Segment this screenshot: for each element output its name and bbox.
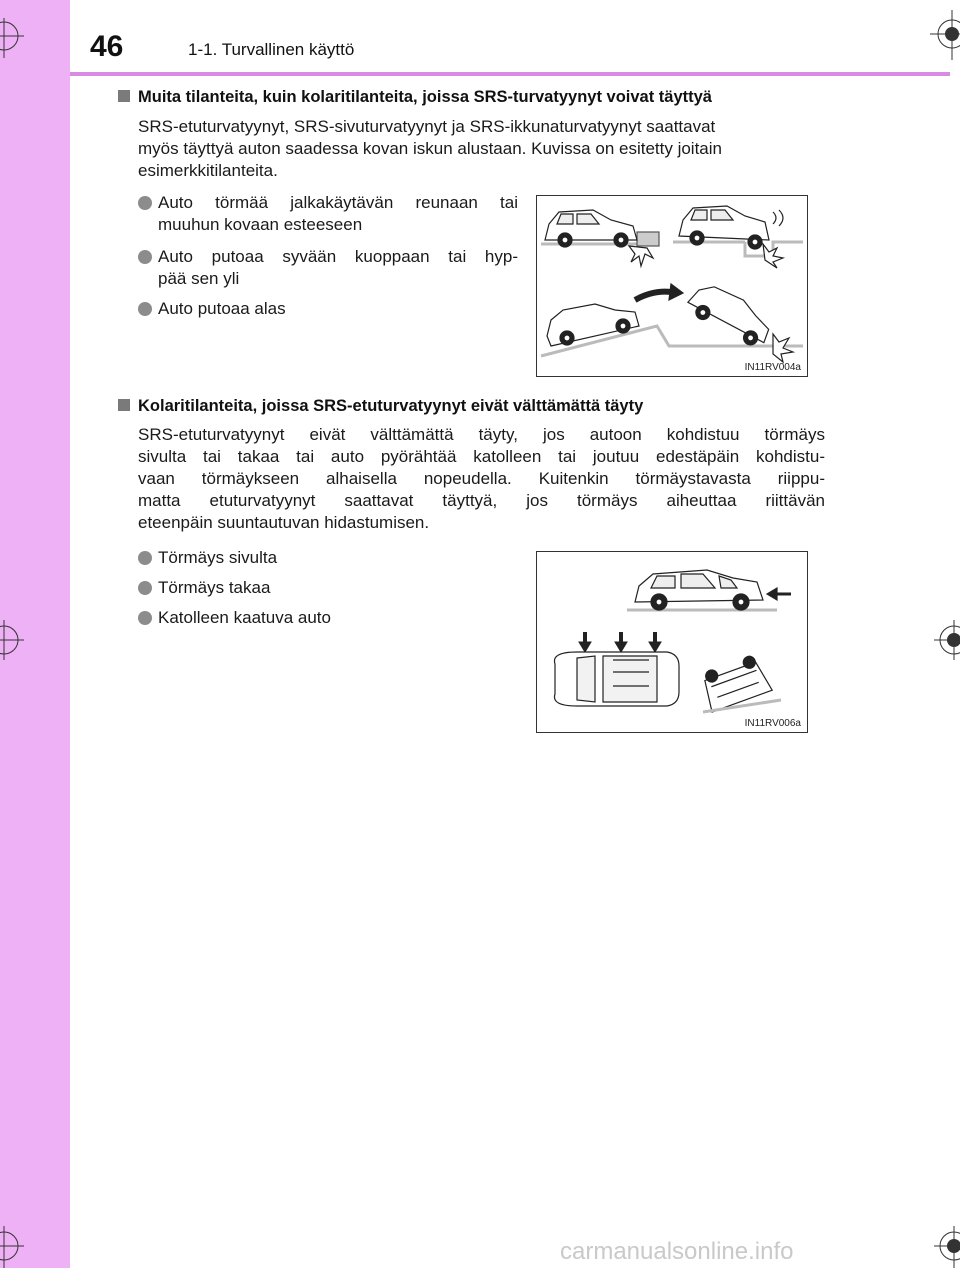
paragraph-line: SRS-etuturvatyynyt, SRS-sivuturvatyynyt ja SRS-ikkunaturvatyynyt saattavat xyxy=(138,117,716,136)
figure-non-deploy-collisions xyxy=(536,551,808,733)
bullet-line: Katolleen kaatuva auto xyxy=(158,608,331,627)
paragraph-line: eteenpäin suuntautuvan hidastumisen. xyxy=(138,513,430,532)
section2-bullet-2 xyxy=(138,577,498,599)
bullet-dot-icon xyxy=(138,250,152,264)
bullet-line: Auto törmää jalkakäytävän reunaan tai xyxy=(158,193,518,212)
bullet-line: muuhun kovaan esteeseen xyxy=(158,215,363,234)
section2-paragraph xyxy=(138,424,825,534)
bullet-dot-icon xyxy=(138,302,152,316)
figure2-code: IN11RV006a xyxy=(744,718,801,729)
section1-bullet-3 xyxy=(138,298,518,320)
bullet-line: Törmäys sivulta xyxy=(158,548,278,567)
page-number: 46 xyxy=(90,30,124,63)
section-title: 1-1. Turvallinen käyttö xyxy=(188,40,355,59)
paragraph-line: myös täyttyä auton saadessa kovan iskun alustaan. Kuvissa on esitetty joitain xyxy=(138,139,722,158)
bullet-line: Törmäys takaa xyxy=(158,578,271,597)
heading-square-icon xyxy=(118,399,130,411)
section1-bullet-2 xyxy=(138,246,518,290)
bullet-line: pää sen yli xyxy=(158,269,240,288)
crop-mark-bottom-left xyxy=(0,1226,40,1268)
paragraph-line: matta etuturvatyynyt saattavat täyttyä, jos törmäys aiheuttaa riittävän xyxy=(138,491,825,510)
paragraph-line: SRS-etuturvatyynyt eivät välttämättä täyty, jos autoon kohdistuu törmäys xyxy=(138,425,825,444)
paragraph-line: esimerkkitilanteita. xyxy=(138,161,278,180)
section1-bullet-1 xyxy=(138,192,518,236)
figure1-code: IN11RV004a xyxy=(744,362,801,373)
paragraph-line: vaan törmäykseen alhaisella nopeudella. Kuitenkin törmäystavasta riippu- xyxy=(138,469,825,488)
bullet-line: Auto putoaa alas xyxy=(158,299,286,318)
figure2-illustration xyxy=(537,552,807,732)
bullet-dot-icon xyxy=(138,611,152,625)
bullet-dot-icon xyxy=(138,581,152,595)
crop-mark-top-right xyxy=(920,10,960,60)
crop-mark-mid-right xyxy=(920,620,960,660)
figure1-illustration xyxy=(537,196,807,376)
section2-heading xyxy=(118,397,643,416)
crop-mark-top-left xyxy=(0,18,40,58)
section2-bullet-3 xyxy=(138,607,498,629)
bullet-dot-icon xyxy=(138,551,152,565)
section1-heading-text: Muita tilanteita, kuin kolaritilanteita, joissa SRS-turvatyynyt voivat täyttyä xyxy=(138,88,712,106)
figure-impact-underbody xyxy=(536,195,808,377)
heading-square-icon xyxy=(118,90,130,102)
crop-mark-bottom-right xyxy=(920,1226,960,1268)
section2-bullet-1 xyxy=(138,547,498,569)
section1-heading xyxy=(118,88,712,107)
section2-heading-text: Kolaritilanteita, joissa SRS-etuturvatyynyt eivät välttämättä täyty xyxy=(138,397,644,415)
section1-paragraph xyxy=(138,116,825,182)
watermark: carmanualsonline.info xyxy=(560,1238,794,1265)
bullet-dot-icon xyxy=(138,196,152,210)
paragraph-line: sivulta tai takaa tai auto pyörähtää katolleen tai joutuu edestäpäin kohdistu- xyxy=(138,447,825,466)
crop-mark-mid-left xyxy=(0,620,40,660)
header-rule xyxy=(70,72,950,76)
bullet-line: Auto putoaa syvään kuoppaan tai hyp- xyxy=(158,247,518,266)
